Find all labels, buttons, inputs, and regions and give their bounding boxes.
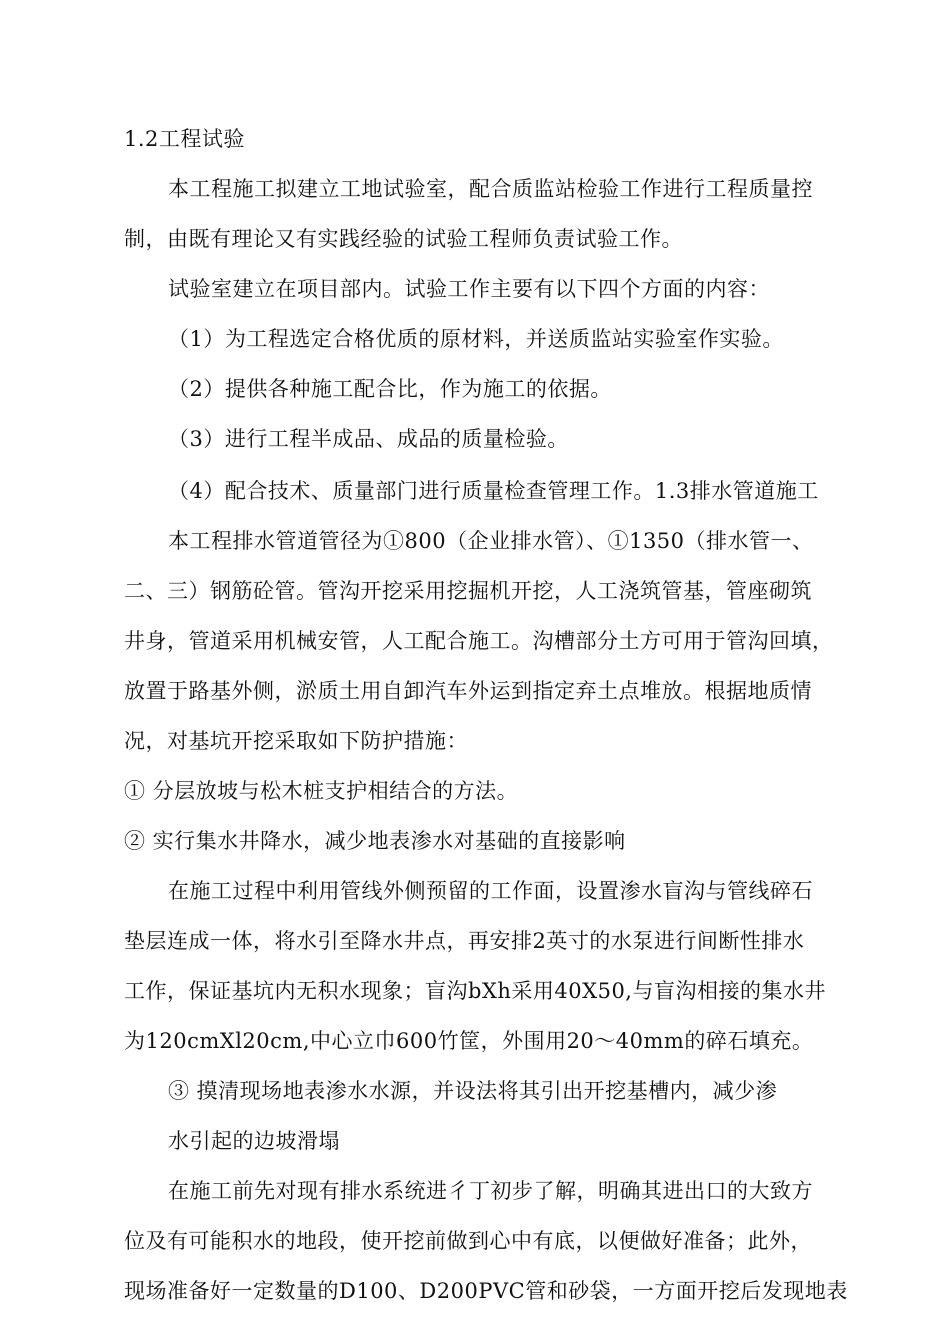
numbered-item: ① 分层放坡与松木桩支护相结合的方法。 [124,779,519,803]
paragraph-line: 垫层连成一体，将水引至降水井点，再安排2英寸的水泵进行间断性排水 [124,929,805,953]
paragraph-line: 二、三）钢筋砼管。管沟开挖采用挖掘机开挖，人工浇筑管基，管座砌筑 [124,579,812,603]
numbered-item: ③ 摸清现场地表渗水水源，并设法将其引出开挖基槽内，减少渗 [168,1079,778,1103]
paragraph-line: 本工程施工拟建立工地试验室，配合质监站检验工作进行工程质量控 [168,177,813,201]
paragraph-line: 在施工过程中利用管线外侧预留的工作面，设置渗水盲沟与管线碎石 [168,879,813,903]
paragraph-line: 现场准备好一定数量的D100、D200PVC管和砂袋，一方面开挖后发现地表 [124,1279,848,1303]
list-item: （4）配合技术、质量部门进行质量检查管理工作。1.3排水管道施工 [168,479,819,503]
paragraph-line: 在施工前先对现有排水系统进彳丁初步了解，明确其进出口的大致方 [168,1179,813,1203]
paragraph-line: 井身，管道采用机械安管，人工配合施工。沟槽部分土方可用于管沟回填， [124,629,834,653]
list-item: （3）进行工程半成品、成品的质量检验。 [168,427,569,451]
paragraph-line: 水引起的边坡滑塌 [168,1129,340,1153]
numbered-item: ② 实行集水井降水，减少地表渗水对基础的直接影响 [124,829,626,853]
paragraph-line: 放置于路基外侧，淤质土用自卸汽车外运到指定弃土点堆放。根据地质情 [124,679,812,703]
list-item: （1）为工程选定合格优质的原材料，并送质监站实验室作实验。 [168,327,784,351]
paragraph-line: 试验室建立在项目部内。试验工作主要有以下四个方面的内容： [168,277,770,301]
paragraph-line: 工作，保证基坑内无积水现象；盲沟bXh采用40X50,与盲沟相接的集水井 [124,979,826,1003]
paragraph-line: 况，对基坑开挖采取如下防护措施： [124,729,468,753]
paragraph-line: 制，由既有理论又有实践经验的试验工程师负责试验工作。 [124,227,683,251]
paragraph-line: 本工程排水管道管径为①800（企业排水管）、①1350（排水管一、 [168,529,814,553]
paragraph-line: 位及有可能积水的地段，使开挖前做到心中有底，以便做好准备；此外， [124,1229,812,1253]
list-item: （2）提供各种施工配合比，作为施工的依据。 [168,377,612,401]
section-heading: 1.2工程试验 [124,127,245,151]
paragraph-line: 为120cmXl20cm,中心立巾600竹筐，外围用20〜40mm的碎石填充。 [124,1029,814,1053]
